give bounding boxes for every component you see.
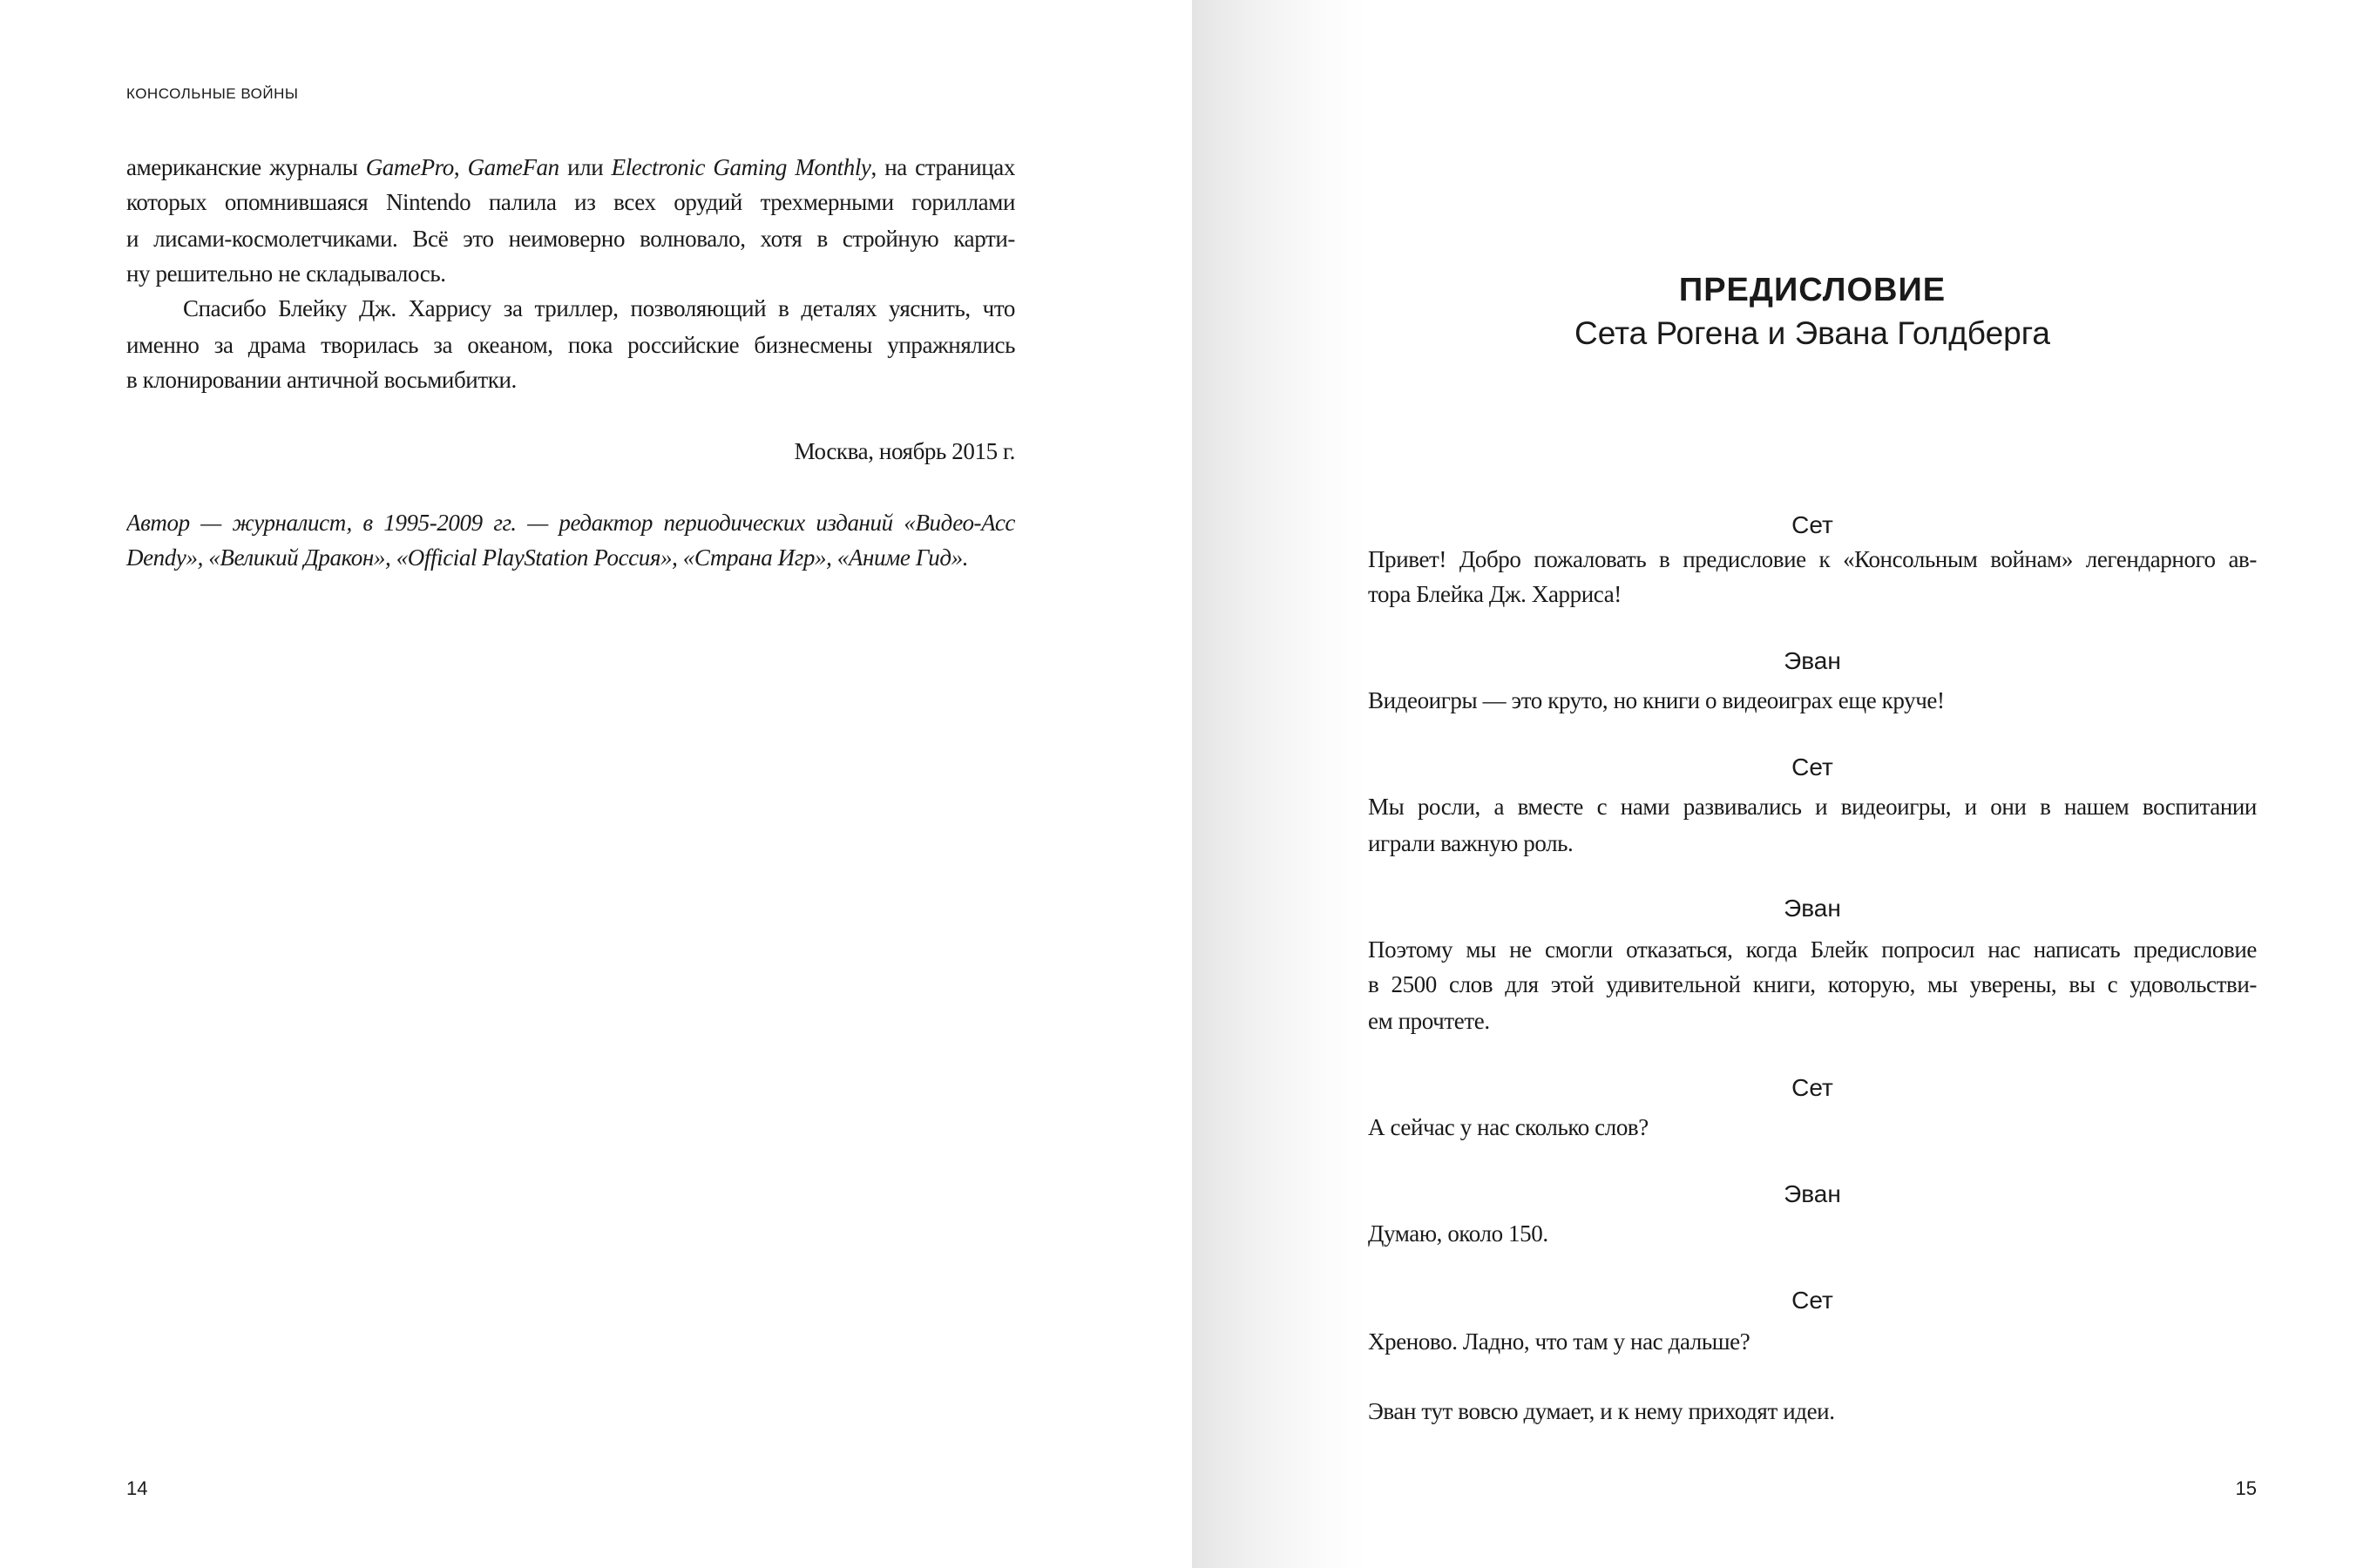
dialogue-line: Поэтому мы не смогли отказаться, когда Блейк попросил нас написать предисловие xyxy=(1368,936,2257,963)
speaker-name: Сет xyxy=(1791,1287,1833,1314)
dialogue-line: играли важную роль. xyxy=(1368,830,1574,856)
page-number: 14 xyxy=(126,1477,148,1499)
dialogue-line: в 2500 слов для этой удивительной книги, которую, мы уверены, вы с удовольстви- xyxy=(1368,971,2257,997)
text: или xyxy=(559,154,612,180)
body-line: ну решительно не складывалось. xyxy=(126,260,446,287)
body-line: в клонировании античной восьмибитки. xyxy=(126,367,517,393)
dialogue-line: Думаю, около 150. xyxy=(1368,1220,1548,1247)
running-header: КОНСОЛЬНЫЕ ВОЙНЫ xyxy=(126,85,299,102)
magazine-title: GamePro xyxy=(365,154,454,180)
right-page xyxy=(1192,0,2370,1568)
dialogue-line: А сейчас у нас сколько слов? xyxy=(1368,1114,1649,1140)
text: американские журналы xyxy=(126,154,366,180)
speaker-name: Сет xyxy=(1791,754,1833,781)
body-line: и лисами-космолетчиками. Всё это неимоверно волновало, хотя в стройную карти- xyxy=(126,226,1015,252)
dialogue-line: ем прочтете. xyxy=(1368,1008,1490,1034)
magazine-title: GameFan xyxy=(467,154,559,180)
dialogue-line: Привет! Добро пожаловать в предисловие к «Консольным войнам» легендарного ав- xyxy=(1368,546,2257,572)
narration-line: Эван тут вовсю думает, и к нему приходят идеи. xyxy=(1368,1398,1835,1424)
body-line: именно за драма творилась за океаном, пока российские бизнесмены упражнялись xyxy=(126,332,1015,358)
chapter-subtitle: Сета Рогена и Эвана Голдберга xyxy=(1574,315,2050,351)
speaker-name: Эван xyxy=(1784,895,1841,922)
footnote-line: Dendy», «Великий Дракон», «Official PlayStation Россия», «Страна Игр», «Аниме Гид». xyxy=(126,544,969,571)
dialogue-line: Хреново. Ладно, что там у нас дальше? xyxy=(1368,1328,1750,1355)
footnote-line: Автор — журналист, в 1995-2009 гг. — редактор периодических изданий «Видео-Асс xyxy=(126,510,1015,536)
dialogue-line: тора Блейка Дж. Харриса! xyxy=(1368,581,1622,607)
speaker-name: Эван xyxy=(1784,1180,1841,1207)
dialogue-line: Мы росли, а вместе с нами развивались и видеоигры, и они в нашем воспитании xyxy=(1368,794,2257,820)
page-number: 15 xyxy=(2235,1477,2257,1499)
speaker-name: Эван xyxy=(1784,647,1841,674)
dialogue-line: Видеоигры — это круто, но книги о видеоиграх еще круче! xyxy=(1368,687,1945,713)
body-line xyxy=(126,150,1015,185)
magazine-title: Electronic Gaming Monthly xyxy=(611,154,871,180)
speaker-name: Сет xyxy=(1791,511,1833,538)
body-line: Спасибо Блейку Дж. Харрису за триллер, позволяющий в деталях уяснить, что xyxy=(183,295,1015,321)
text: , на страницах xyxy=(870,154,1015,180)
chapter-title: ПРЕДИСЛОВИЕ xyxy=(1678,272,1947,308)
text: , xyxy=(453,154,468,180)
signature: Москва, ноябрь 2015 г. xyxy=(794,438,1015,464)
body-line: которых опомнившаяся Nintendo палила из всех орудий трехмерными гориллами xyxy=(126,189,1015,215)
speaker-name: Сет xyxy=(1791,1074,1833,1101)
